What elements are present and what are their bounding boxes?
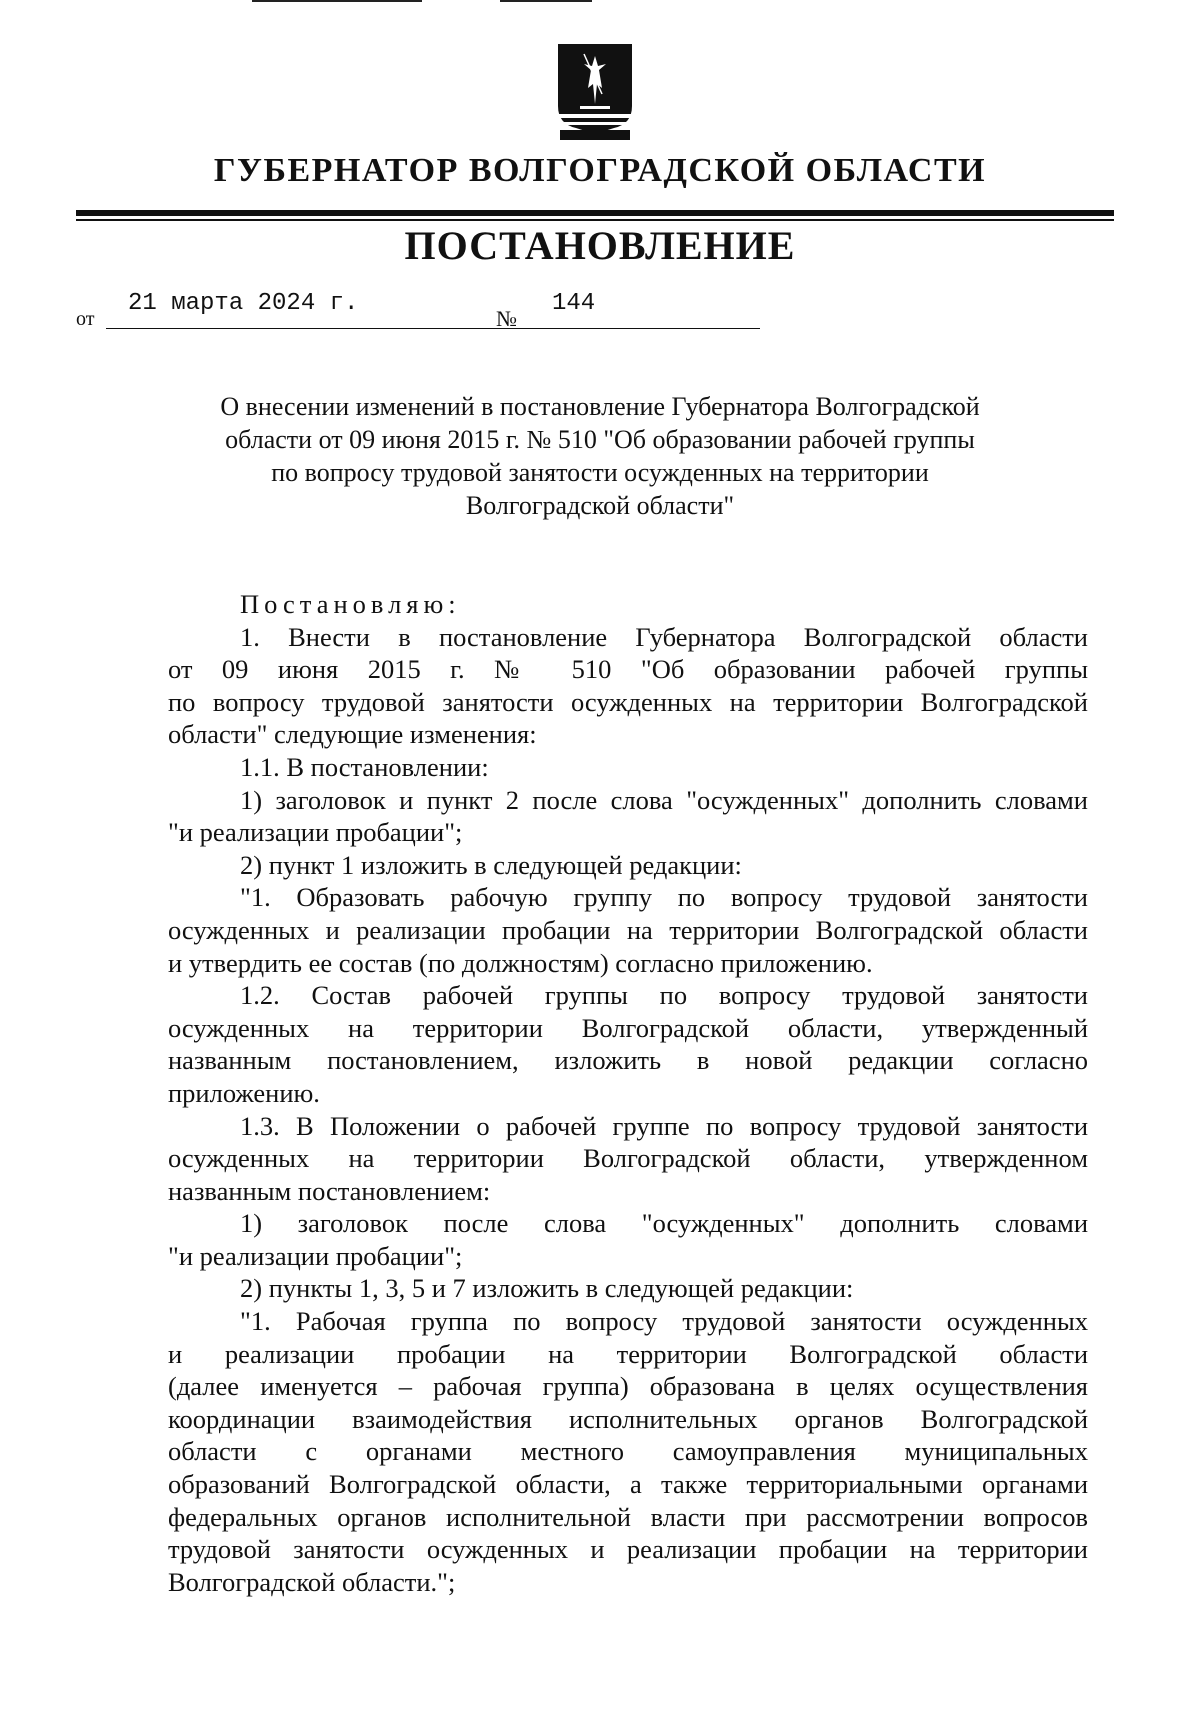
date-number-line bbox=[76, 290, 1176, 340]
body-line: 2) пункт 1 изложить в следующей редакции: bbox=[240, 849, 742, 880]
body-line: названным постановлением, изложить в новой редакции согласно bbox=[168, 1045, 1088, 1076]
body-line: осужденных и реализации пробации на территории Волгоградской области bbox=[168, 914, 1088, 945]
header-rule bbox=[76, 219, 1114, 221]
body-line: 1) заголовок после слова "осужденных" дополнить словами bbox=[240, 1208, 1088, 1239]
subject-line: области от 09 июня 2015 г. № 510 "Об образовании рабочей группы bbox=[225, 425, 975, 454]
body-line: федеральных органов исполнительной власти при рассмотрении вопросов bbox=[168, 1501, 1088, 1532]
body-line: 1.1. В постановлении: bbox=[240, 751, 489, 782]
body-line: "и реализации пробации"; bbox=[168, 1240, 463, 1271]
top-edge-line bbox=[500, 0, 592, 2]
top-edge-line bbox=[252, 0, 422, 2]
body-line: осужденных на территории Волгоградской области, утвержденном bbox=[168, 1143, 1088, 1174]
number-label: № bbox=[496, 306, 517, 331]
body-line: области" следующие изменения: bbox=[168, 719, 537, 750]
body-line: "1. Образовать рабочую группу по вопросу трудовой занятости bbox=[240, 882, 1088, 913]
subject-line: по вопросу трудовой занятости осужденных на территории bbox=[271, 458, 929, 487]
date-prefix: от bbox=[76, 308, 95, 330]
body-line: "и реализации пробации"; bbox=[168, 817, 463, 848]
body-line: и утвердить ее состав (по должностям) согласно приложению. bbox=[168, 947, 873, 978]
body-line: осужденных на территории Волгоградской области, утвержденный bbox=[168, 1012, 1088, 1043]
body-line: (далее именуется – рабочая группа) образована в целях осуществления bbox=[168, 1371, 1088, 1402]
document-body bbox=[168, 588, 1088, 1598]
body-line: 1. Внести в постановление Губернатора Волгоградской области bbox=[240, 621, 1088, 652]
body-line: координации взаимодействия исполнительных органов Волгоградской bbox=[168, 1403, 1088, 1434]
body-line: приложению. bbox=[168, 1077, 320, 1108]
body-line: по вопросу трудовой занятости осужденных на территории Волгоградской bbox=[168, 686, 1088, 717]
issuing-authority: ГУБЕРНАТОР ВОЛГОГРАДСКОЙ ОБЛАСТИ bbox=[213, 152, 987, 189]
body-line: 1) заголовок и пункт 2 после слова "осужденных" дополнить словами bbox=[240, 784, 1088, 815]
subject-line: О внесении изменений в постановление Губернатора Волгоградской bbox=[220, 392, 980, 421]
body-line: 1.3. В Положении о рабочей группе по вопросу трудовой занятости bbox=[240, 1110, 1088, 1141]
resolution-word: Постановляю: bbox=[240, 589, 461, 619]
body-line: 1.2. Состав рабочей группы по вопросу трудовой занятости bbox=[240, 980, 1088, 1011]
body-line: образований Волгоградской области, а также территориальными органами bbox=[168, 1469, 1088, 1500]
coat-of-arms-icon bbox=[558, 44, 632, 140]
subject-line: Волгоградской области" bbox=[465, 491, 735, 520]
number-underline bbox=[520, 328, 760, 329]
body-line: области с органами местного самоуправления муниципальных bbox=[168, 1436, 1088, 1467]
document-type-title: ПОСТАНОВЛЕНИЕ bbox=[404, 223, 796, 268]
body-line: Волгоградской области."; bbox=[168, 1566, 456, 1597]
body-line: 2) пункты 1, 3, 5 и 7 изложить в следующей редакции: bbox=[240, 1273, 854, 1304]
header-rule bbox=[76, 210, 1114, 216]
body-line: трудовой занятости осужденных и реализации пробации на территории bbox=[168, 1534, 1088, 1565]
body-line: "1. Рабочая группа по вопросу трудовой занятости осужденных bbox=[240, 1306, 1088, 1337]
document-number: 144 bbox=[552, 290, 596, 317]
body-line: от 09 июня 2015 г. № 510 "Об образовании рабочей группы bbox=[168, 654, 1088, 685]
date-underline bbox=[106, 328, 552, 329]
body-line: и реализации пробации на территории Волгоградской области bbox=[168, 1338, 1088, 1369]
document-subject bbox=[180, 390, 1020, 522]
body-line: названным постановлением: bbox=[168, 1175, 491, 1206]
document-date: 21 марта 2024 г. bbox=[128, 290, 359, 317]
